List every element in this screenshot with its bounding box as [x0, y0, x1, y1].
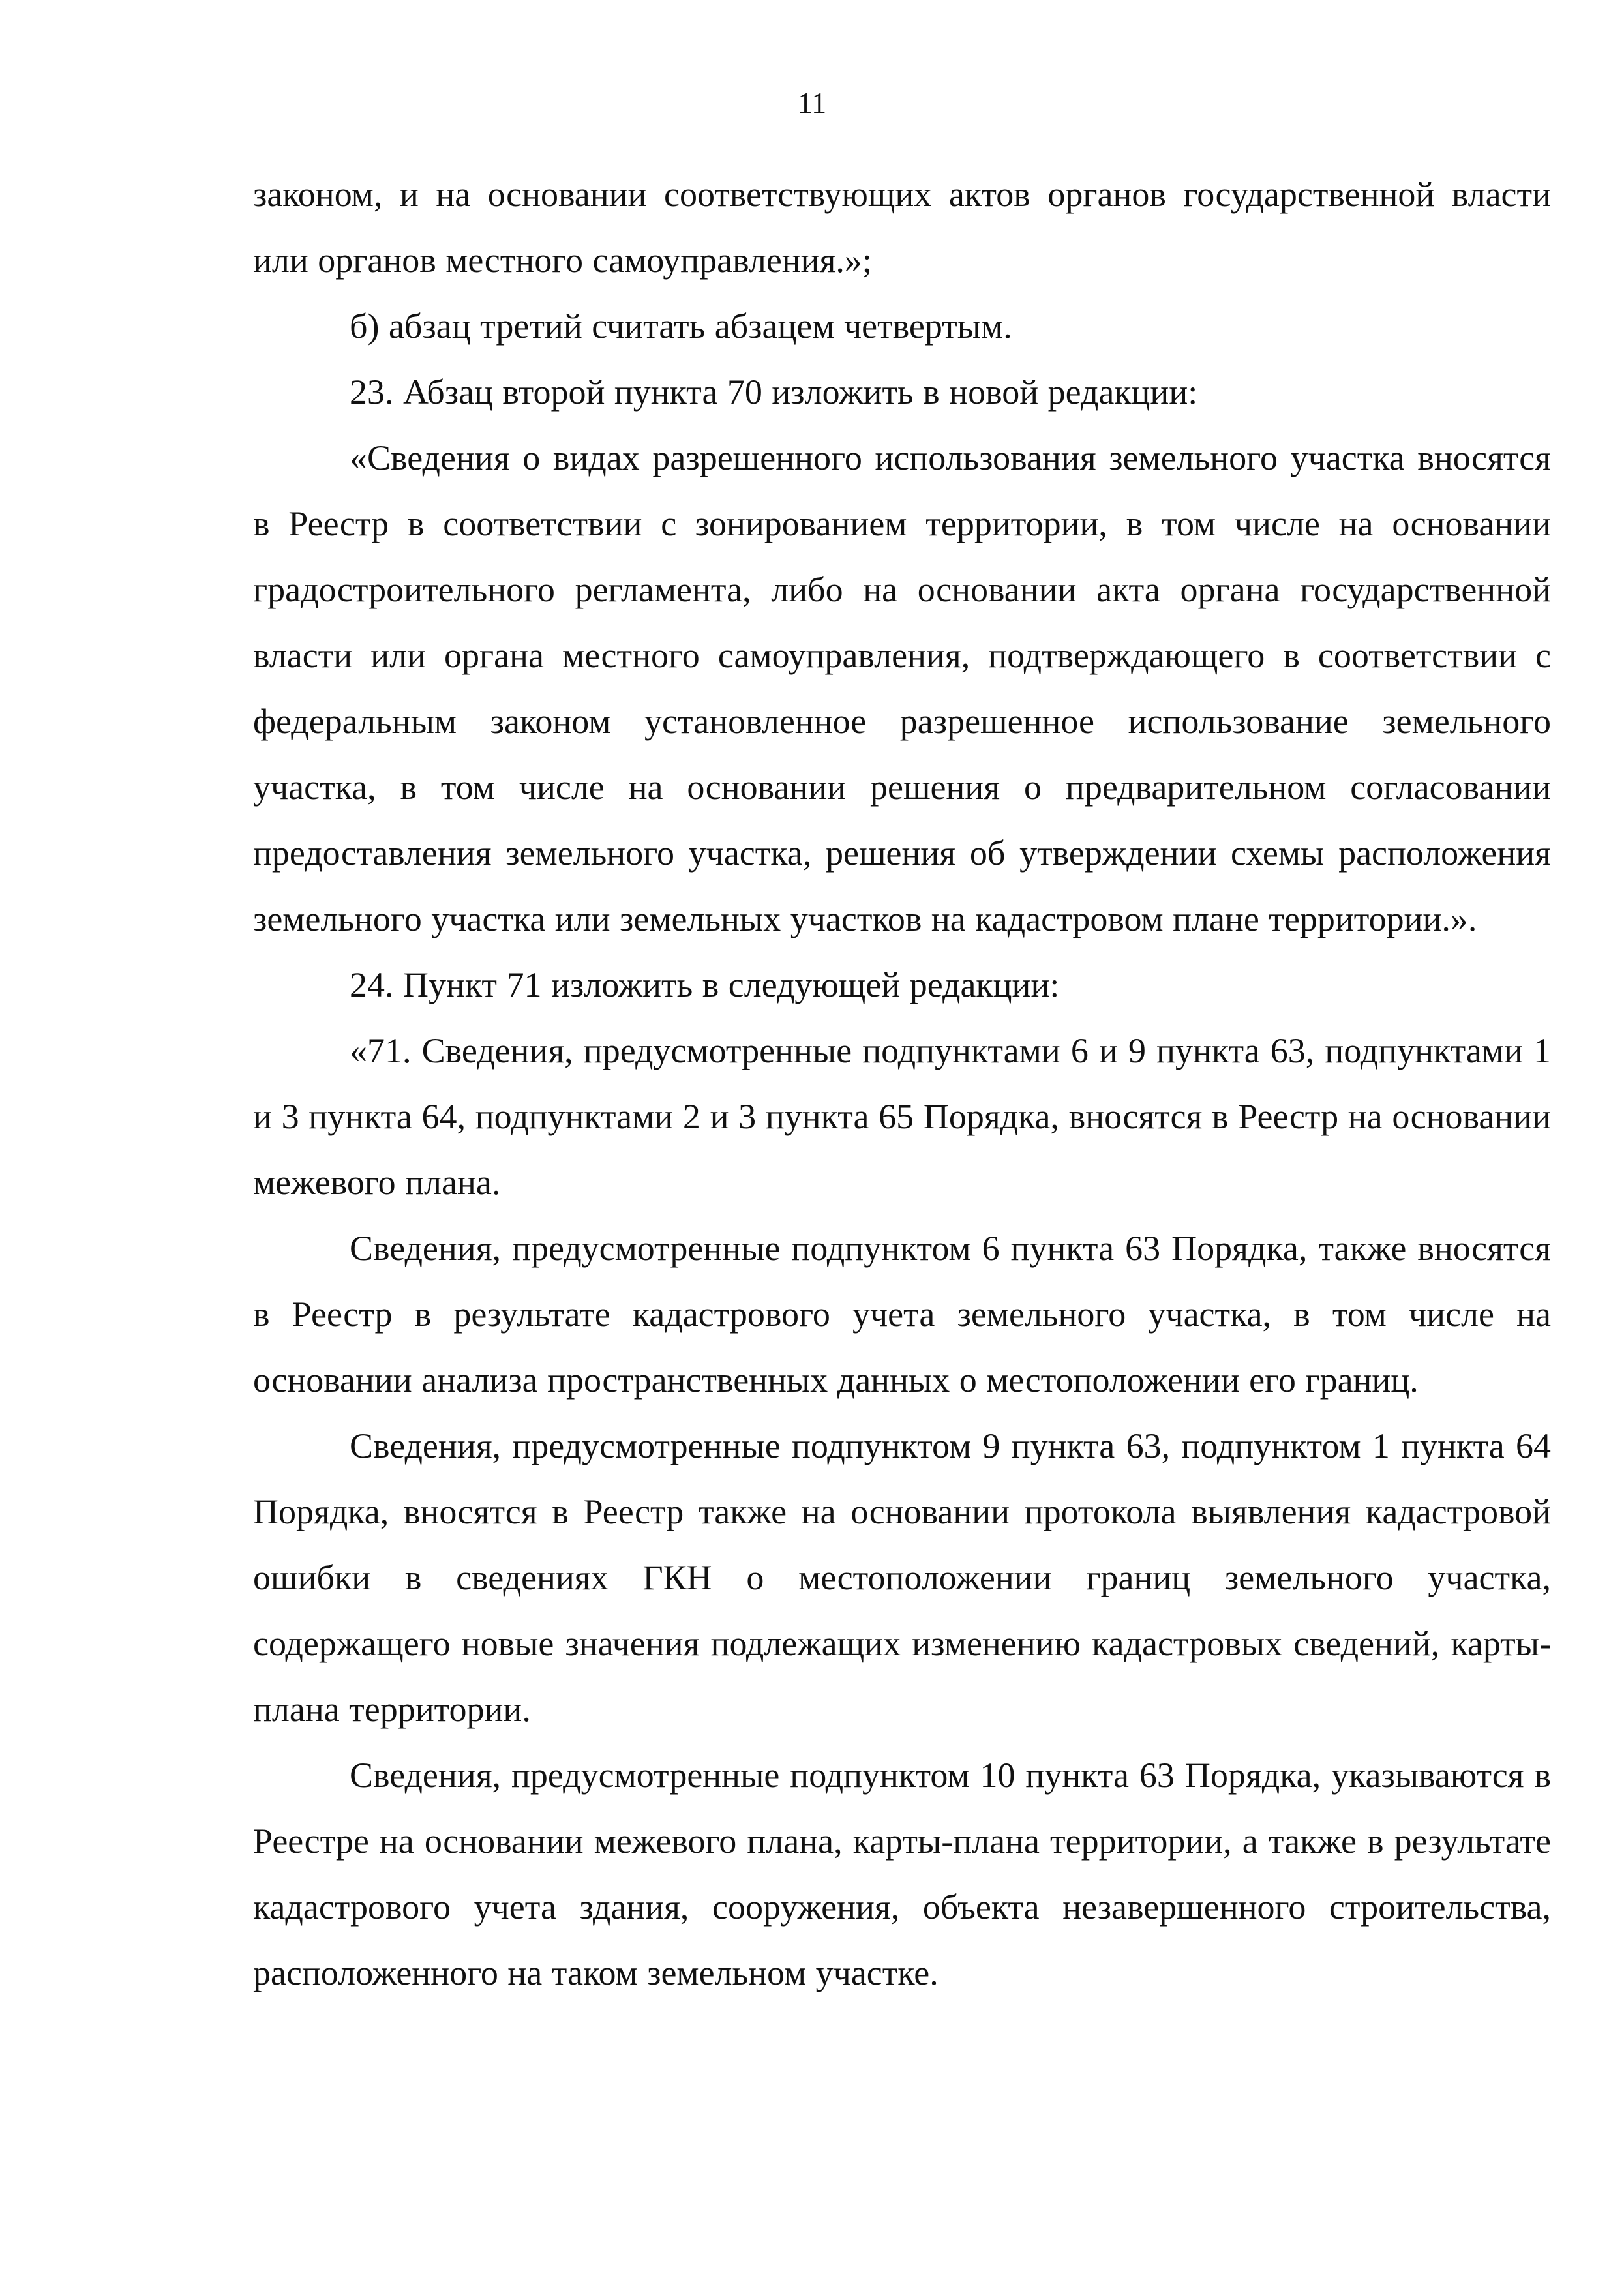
paragraph-item-71-part-2: Сведения, предусмотренные подпунктом 6 пункта 63 Порядка, также вносятся в Реестр в результате кадастрового учета земельного участка, в том числе на основании анализа пространственных данных о местоположении его границ. [253, 1229, 1551, 1400]
paragraph-subitem-b: б) абзац третий считать абзацем четвертым. [350, 307, 1012, 346]
document-body [253, 162, 1551, 2006]
paragraph-item-71-part-3: Сведения, предусмотренные подпунктом 9 пункта 63, подпунктом 1 пункта 64 Порядка, вносятся в Реестр также на основании протокола выявления кадастровой ошибки в сведениях ГКН о местоположении границ земельного участка, содержащего новые значения подлежащих изменению кадастровых сведений, карты-плана территории. [253, 1426, 1551, 1729]
paragraph-item-24: 24. Пункт 71 изложить в следующей редакции: [350, 965, 1060, 1004]
paragraph-item-71-part-4: Сведения, предусмотренные подпунктом 10 пункта 63 Порядка, указываются в Реестре на основании межевого плана, карты-плана территории, а также в результате кадастрового учета здания, сооружения, объекта незавершенного строительства, расположенного на таком земельном участке. [253, 1756, 1551, 1992]
paragraph-continuation: законом, и на основании соответствующих актов органов государственной власти или органов местного самоуправления.»; [253, 175, 1551, 280]
paragraph-item-71: «71. Сведения, предусмотренные подпунктами 6 и 9 пункта 63, подпунктами 1 и 3 пункта 64, подпунктами 2 и 3 пункта 65 Порядка, вносятся в Реестр на основании межевого плана. [253, 1031, 1551, 1202]
paragraph-item-23: 23. Абзац второй пункта 70 изложить в новой редакции: [350, 372, 1198, 412]
paragraph-item-23-quote: «Сведения о видах разрешенного использования земельного участка вносятся в Реестр в соответствии с зонированием территории, в том числе на основании градостроительного регламента, либо на основании акта органа государственной власти или органа местного самоуправления, подтверждающего в соответствии с федеральным законом установленное разрешенное использование земельного участка, в том числе на основании решения о предварительном согласовании предоставления земельного участка, решения об утверждении схемы расположения земельного участка или земельных участков на кадастровом плане территории.». [253, 438, 1551, 938]
page-number: 11 [797, 86, 827, 119]
